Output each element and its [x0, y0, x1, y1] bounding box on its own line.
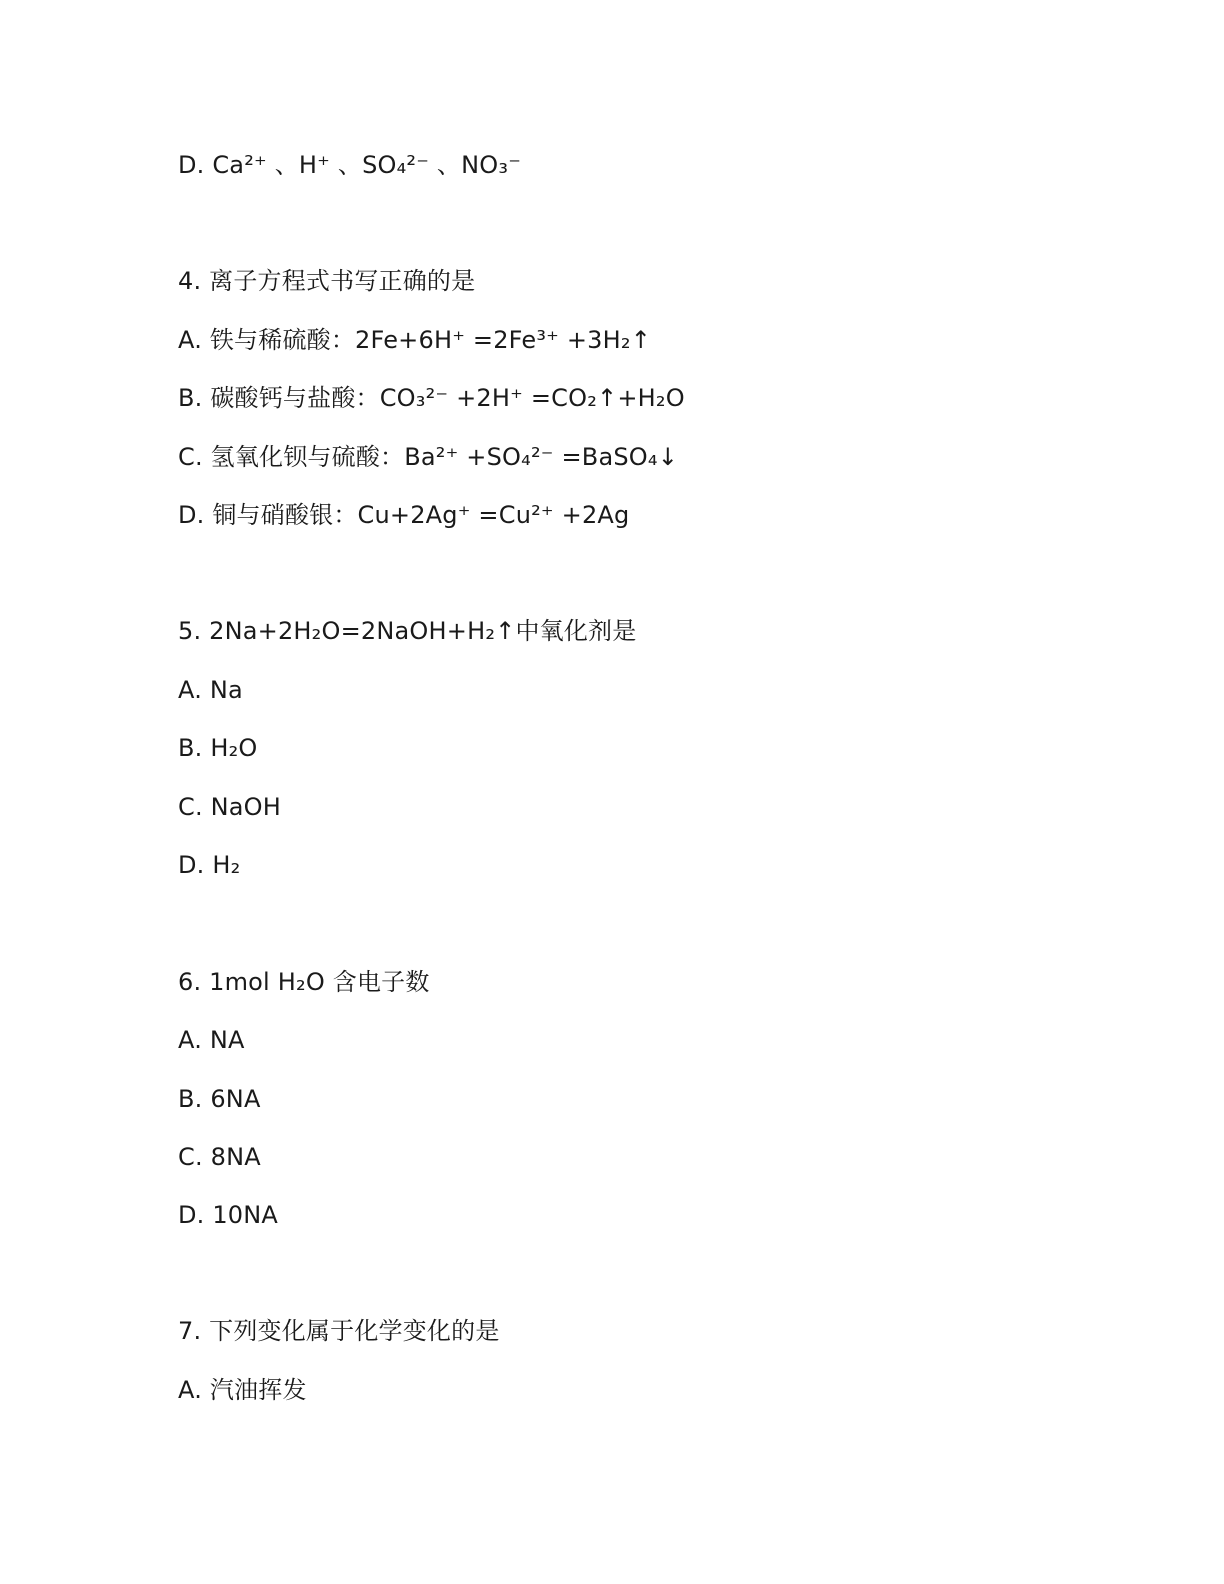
option-a-q5: A. Na	[178, 676, 243, 704]
option-c-q4: C. 氢氧化钡与硫酸：Ba²⁺ +SO₄²⁻ =BaSO₄↓	[178, 443, 679, 471]
question-7: 7. 下列变化属于化学变化的是	[178, 1317, 500, 1345]
option-b-q5: B. H₂O	[178, 734, 258, 762]
option-d-q3: D. Ca²⁺ 、H⁺ 、SO₄²⁻ 、NO₃⁻	[178, 151, 522, 179]
option-a-q6: A. NA	[178, 1026, 245, 1054]
question-5: 5. 2Na+2H₂O=2NaOH+H₂↑中氧化剂是	[178, 617, 637, 645]
option-b-q4: B. 碳酸钙与盐酸：CO₃²⁻ +2H⁺ =CO₂↑+H₂O	[178, 384, 685, 412]
option-a-q7: A. 汽油挥发	[178, 1376, 307, 1404]
option-d-q6: D. 10NA	[178, 1201, 279, 1229]
option-b-q6: B. 6NA	[178, 1085, 261, 1113]
option-d-q5: D. H₂	[178, 851, 241, 879]
option-a-q4: A. 铁与稀硫酸：2Fe+6H⁺ =2Fe³⁺ +3H₂↑	[178, 326, 652, 354]
option-c-q6: C. 8NA	[178, 1143, 261, 1171]
question-4: 4. 离子方程式书写正确的是	[178, 267, 476, 295]
option-c-q5: C. NaOH	[178, 793, 282, 821]
question-6: 6. 1mol H₂O 含电子数	[178, 968, 430, 996]
option-d-q4: D. 铜与硝酸银：Cu+2Ag⁺ =Cu²⁺ +2Ag	[178, 501, 630, 529]
